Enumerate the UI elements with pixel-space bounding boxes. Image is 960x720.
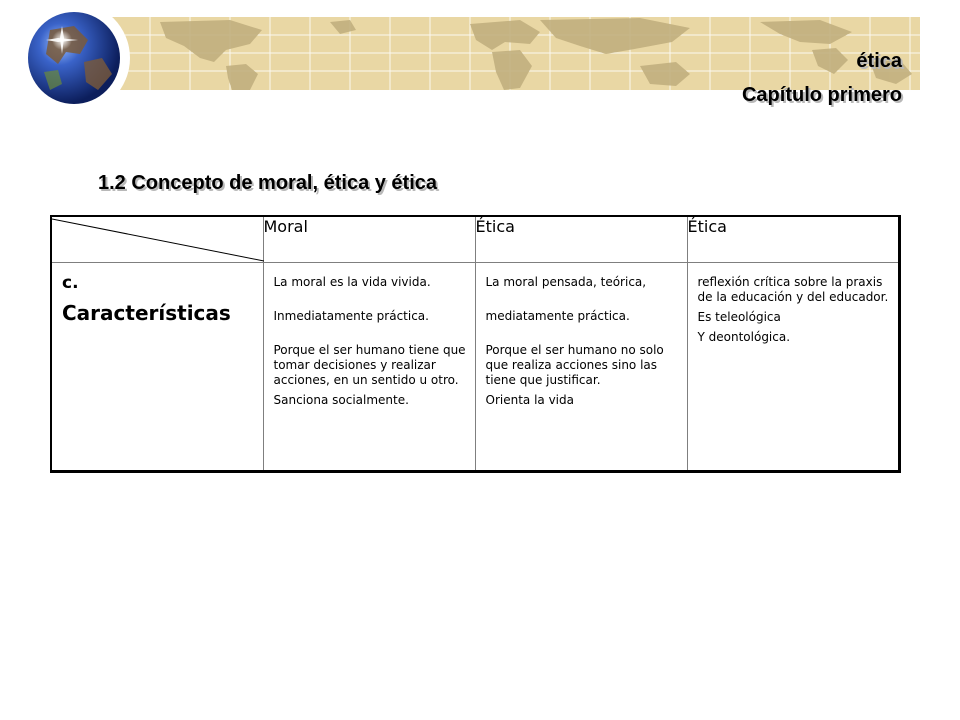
cell-text: La moral pensada, teórica, [485,274,647,289]
concept-table [50,215,901,473]
table-row [51,262,899,472]
header-subtitle: Capítulo primero [741,84,902,106]
column-header-moral: Moral [263,216,475,262]
cell-text: La moral es la vida vivida. [273,274,431,289]
cell-text: Porque el ser humano tiene que tomar decisiones y realizar acciones, en un sentido u otro. [273,342,466,387]
cell-text: Inmediatamente práctica. [273,308,429,323]
column-header-etica-1: Ética [475,216,687,262]
cell-etica-1 [475,262,687,472]
globe-icon [18,2,130,114]
section-title: 1.2 Concepto de moral, ética y ética [98,172,438,194]
cell-text: Orienta la vida [485,392,574,407]
cell-text: Sanciona socialmente. [273,392,409,407]
corner-cell [51,216,263,262]
diagonal-divider [52,217,264,263]
table-header-row [51,216,899,262]
cell-text: Porque el ser humano no solo que realiza acciones sino las tiene que justificar. [485,342,664,387]
column-header-etica-2: Ética [687,216,899,262]
row-header-label: Características [62,300,231,325]
cell-moral [263,262,475,472]
cell-text: Y deontológica. [697,329,791,344]
cell-text: mediatamente práctica. [485,308,630,323]
cell-text: reflexión crítica sobre la praxis de la educación y del educador. [697,274,889,304]
cell-text: Es teleológica [697,309,781,324]
row-header-prefix: c. [62,272,79,293]
cell-etica-2 [687,262,899,472]
row-header [51,262,263,472]
header-title: ética [856,50,902,72]
